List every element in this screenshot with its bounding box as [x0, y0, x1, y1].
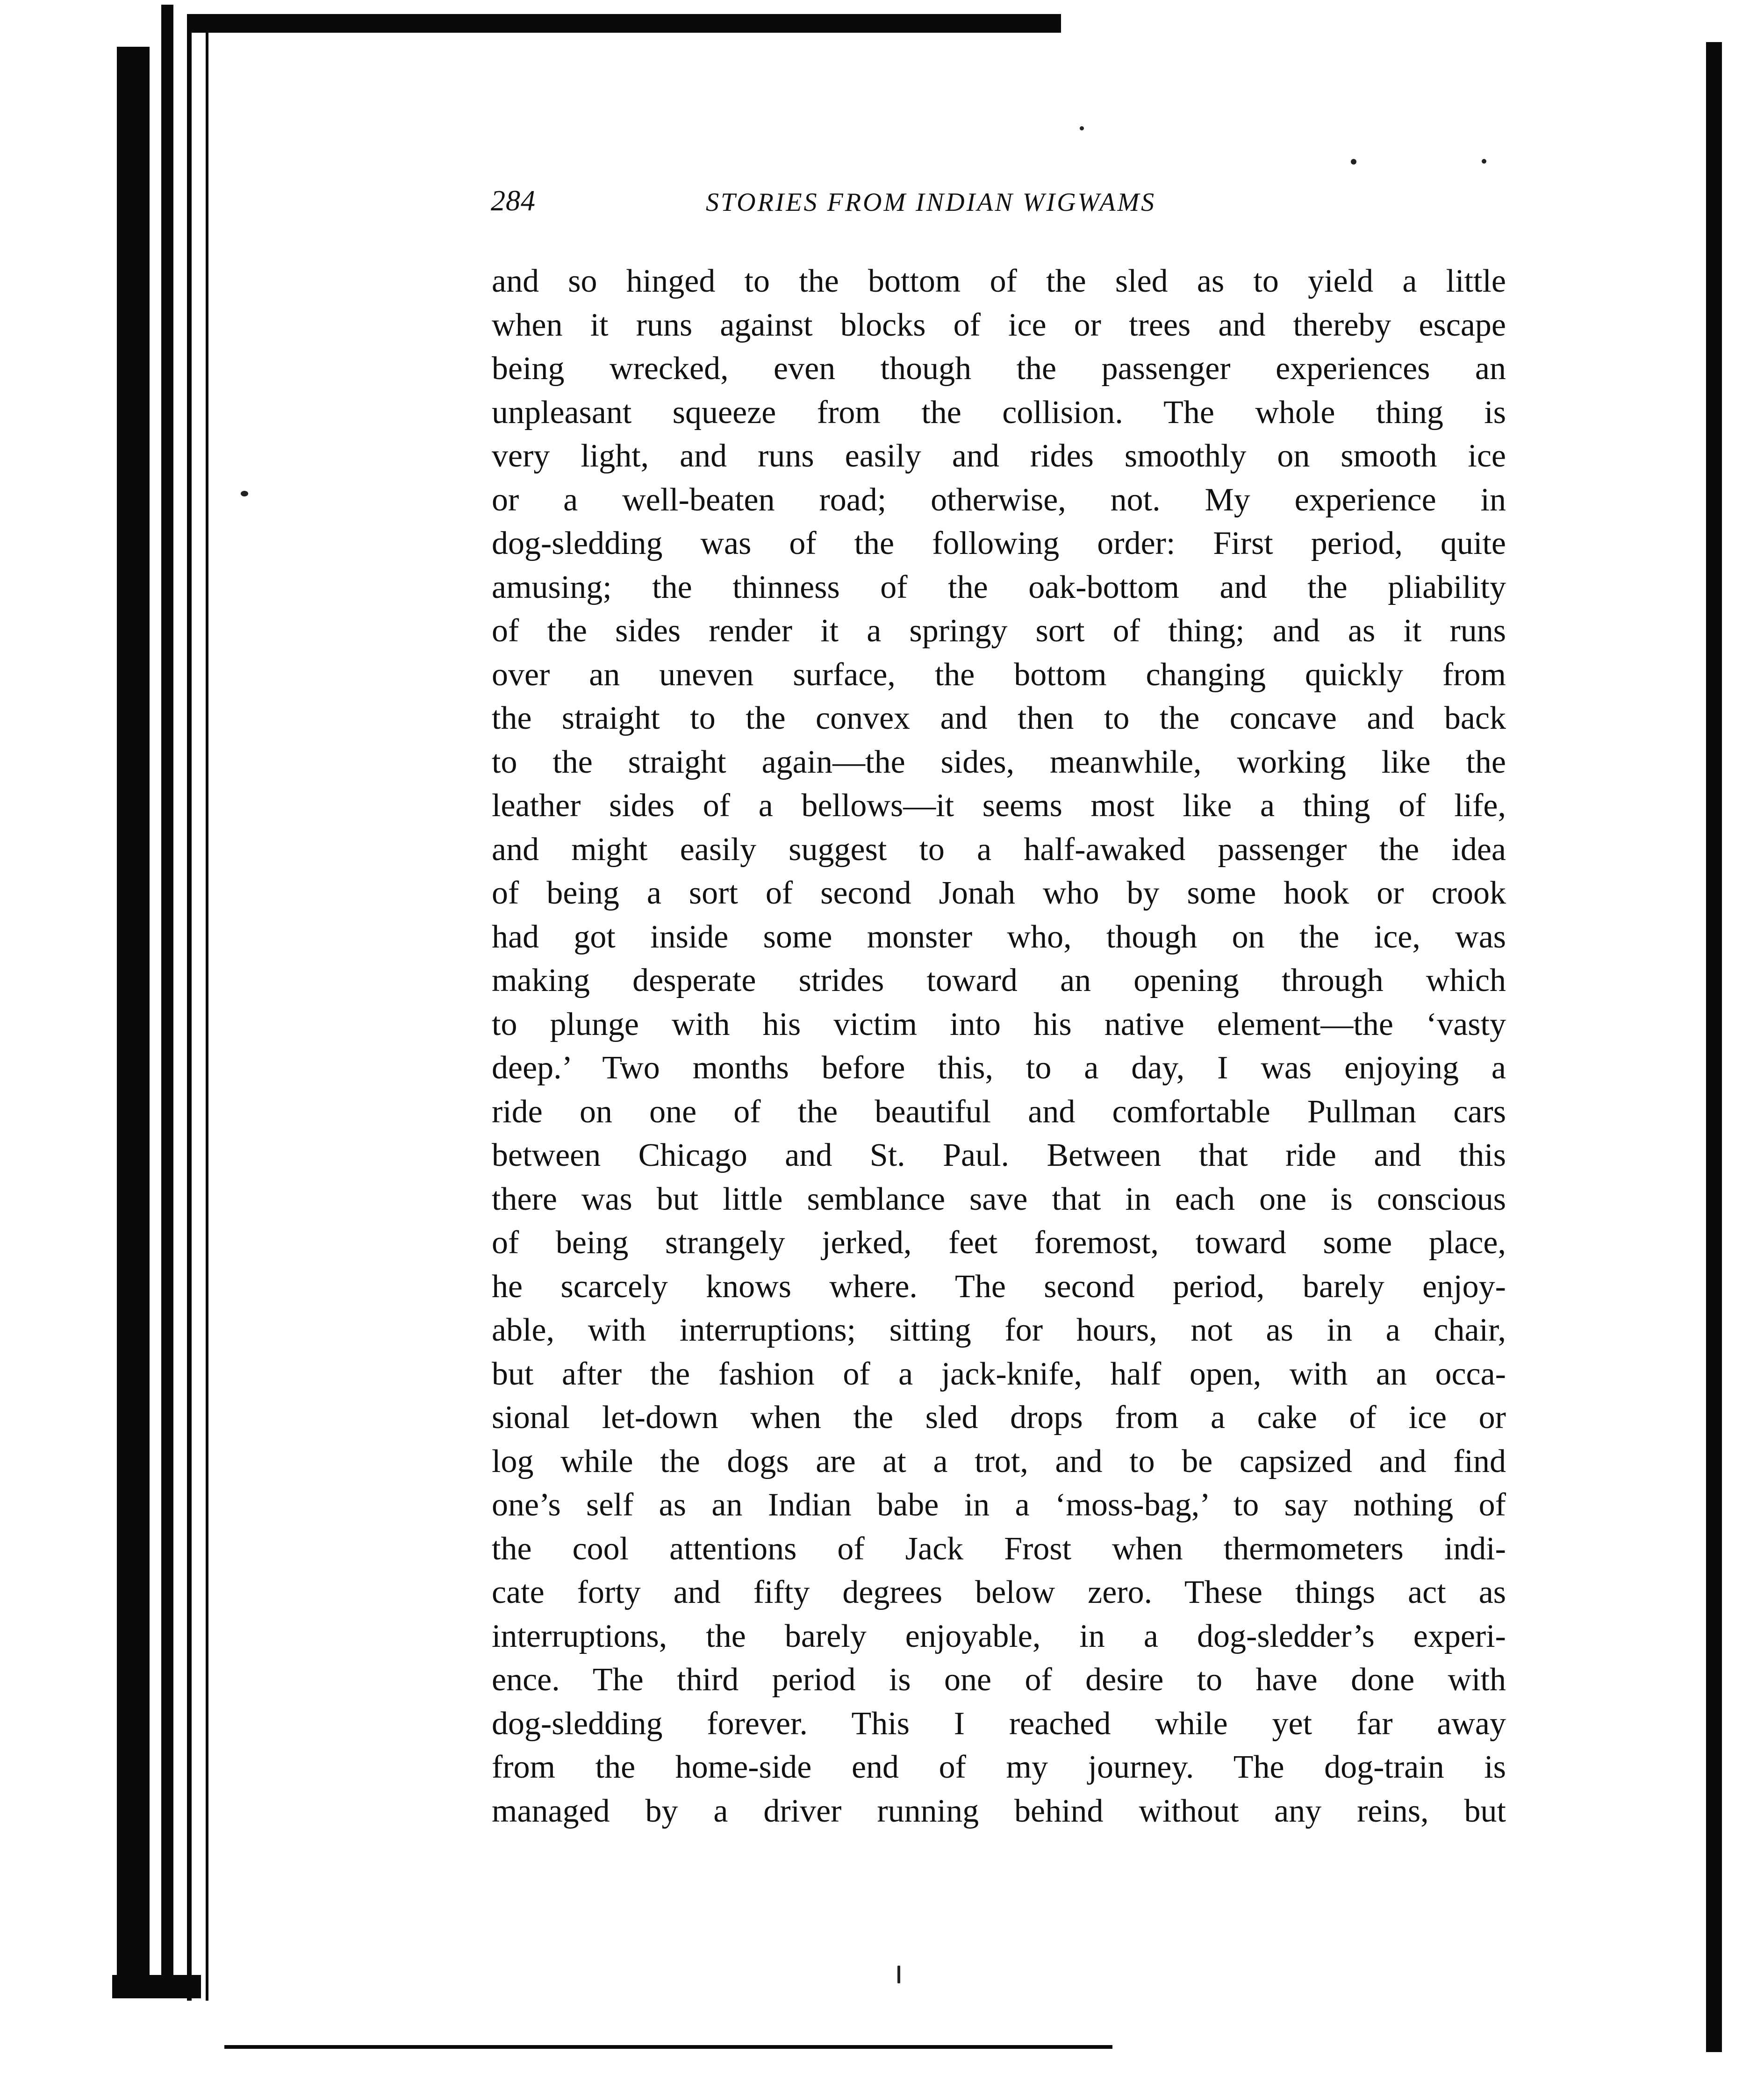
scan-speck	[1351, 159, 1356, 165]
text-line: of being strangely jerked, feet foremost, toward some place,	[492, 1225, 1506, 1261]
left-book-edge	[117, 47, 150, 1977]
top-border-rule	[187, 14, 1061, 33]
text-line: being wrecked, even though the passenger experiences an	[492, 351, 1506, 387]
text-line: but after the fashion of a jack-knife, half open, with an occa-	[492, 1356, 1506, 1392]
text-line: over an uneven surface, the bottom changing quickly from	[492, 656, 1506, 693]
text-line: able, with interruptions; sitting for hours, not as in a chair,	[492, 1312, 1506, 1348]
right-page-edge	[1706, 42, 1722, 2052]
bottom-book-edge	[112, 1975, 201, 1998]
text-line: managed by a driver running behind without any reins, but	[492, 1793, 1506, 1829]
text-line: between Chicago and St. Paul. Between that ride and this	[492, 1137, 1506, 1173]
text-line: ence. The third period is one of desire to have done with	[492, 1662, 1506, 1698]
text-line: ride on one of the beautiful and comfortable Pullman cars	[492, 1093, 1506, 1130]
text-line: interruptions, the barely enjoyable, in a dog-sledder’s experi-	[492, 1618, 1506, 1654]
text-line: of the sides render it a springy sort of thing; and as it runs	[492, 613, 1506, 649]
text-line: one’s self as an Indian babe in a ‘moss-bag,’ to say nothing of	[492, 1487, 1506, 1523]
body-text	[492, 259, 1506, 1833]
scan-speck	[1482, 159, 1486, 164]
text-line: very light, and runs easily and rides smoothly on smooth ice	[492, 438, 1506, 474]
text-line: the straight to the convex and then to the concave and back	[492, 700, 1506, 736]
left-book-edge-line	[206, 28, 208, 2001]
text-line: deep.’ Two months before this, to a day, I was enjoying a	[492, 1050, 1506, 1086]
left-book-edge-inner	[161, 5, 173, 1991]
text-line: there was but little semblance save that in each one is conscious	[492, 1181, 1506, 1217]
left-book-edge-thin	[187, 19, 192, 2001]
text-line: cate forty and fifty degrees below zero. These things act as	[492, 1574, 1506, 1610]
scan-speck	[1080, 126, 1084, 130]
text-line: and so hinged to the bottom of the sled as to yield a little	[492, 263, 1506, 299]
text-line: making desperate strides toward an opening through which	[492, 962, 1506, 998]
text-line: dog-sledding forever. This I reached while yet far away	[492, 1705, 1506, 1742]
text-line: had got inside some monster who, though on the ice, was	[492, 919, 1506, 955]
text-line: or a well-beaten road; otherwise, not. My experience in	[492, 481, 1506, 518]
text-line: log while the dogs are at a trot, and to be capsized and find	[492, 1443, 1506, 1479]
text-line: when it runs against blocks of ice or trees and thereby escape	[492, 307, 1506, 343]
running-head: STORIES FROM INDIAN WIGWAMS	[706, 188, 1156, 217]
bottom-rule	[224, 2045, 1112, 2049]
scan-speck	[241, 491, 248, 496]
text-line: to plunge with his victim into his native element—the ‘vasty	[492, 1006, 1506, 1042]
text-line: sional let-down when the sled drops from a cake of ice or	[492, 1400, 1506, 1436]
text-line: and might easily suggest to a half-awaked passenger the idea	[492, 831, 1506, 868]
text-line: from the home-side end of my journey. The dog-train is	[492, 1749, 1506, 1785]
text-line: unpleasant squeeze from the collision. The whole thing is	[492, 394, 1506, 431]
page-header	[491, 185, 1285, 236]
text-line: the cool attentions of Jack Frost when thermometers indi-	[492, 1530, 1506, 1567]
text-line: leather sides of a bellows—it seems most like a thing of life,	[492, 788, 1506, 824]
text-line: amusing; the thinness of the oak-bottom and the pliability	[492, 569, 1506, 605]
text-line: dog-sledding was of the following order: First period, quite	[492, 525, 1506, 561]
text-line: to the straight again—the sides, meanwhile, working like the	[492, 744, 1506, 780]
scan-speck	[897, 1966, 900, 1983]
page-number: 284	[491, 185, 536, 217]
text-line: he scarcely knows where. The second period, barely enjoy-	[492, 1268, 1506, 1305]
text-line: of being a sort of second Jonah who by some hook or crook	[492, 875, 1506, 911]
